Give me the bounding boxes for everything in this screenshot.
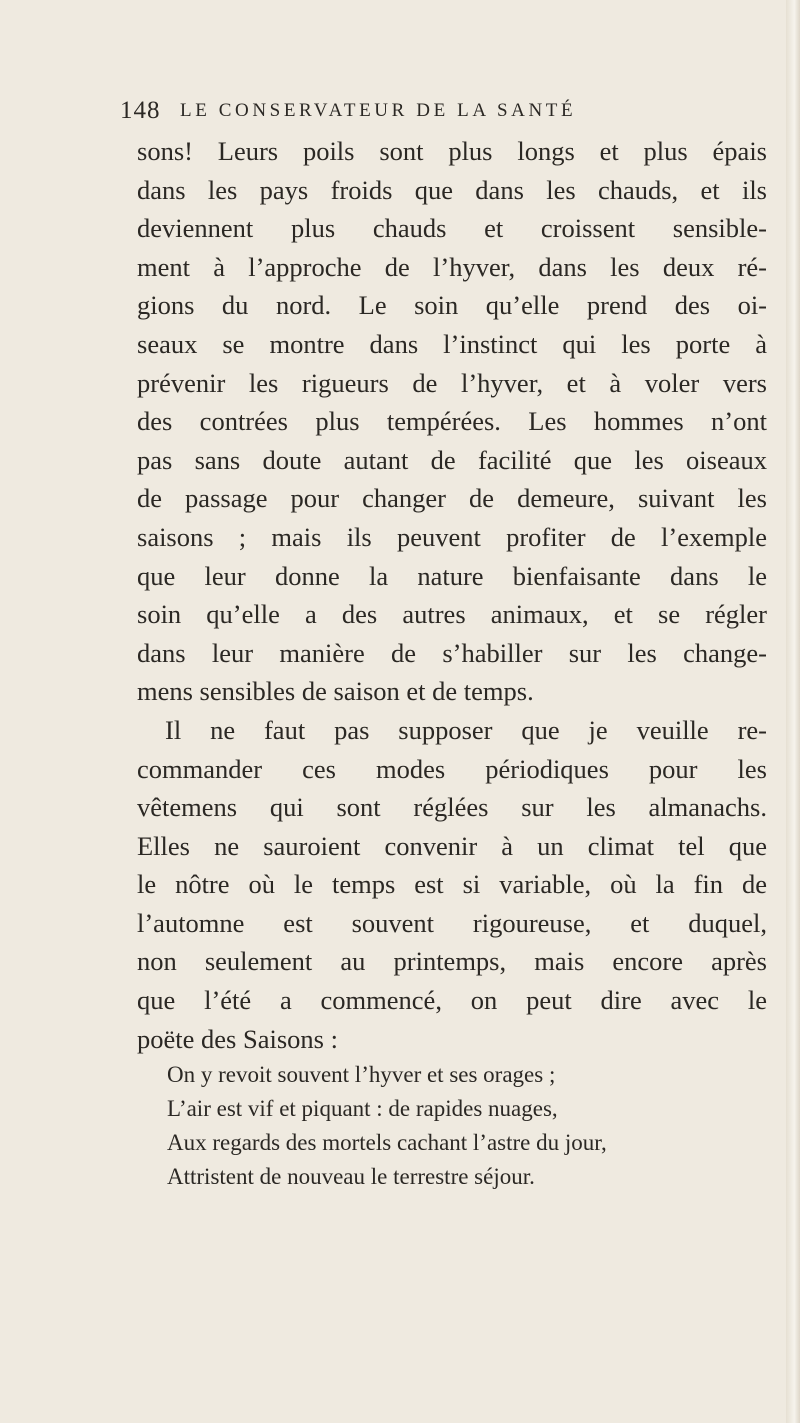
text-line: l’automne est souvent rigoureuse, et duquel,	[137, 907, 767, 938]
text-line: vêtemens qui sont réglées sur les almanachs.	[137, 792, 767, 823]
text-line: sons! Leurs poils sont plus longs et plus épais	[137, 136, 767, 166]
text-line: ment à l’approche de l’hyver, dans les deux ré-	[137, 251, 767, 282]
text-line: dans leur manière de s’habiller sur les change-	[137, 637, 767, 668]
text-line: commander ces modes périodiques pour les	[137, 753, 767, 784]
text-line: soin qu’elle a des autres animaux, et se régler	[137, 599, 767, 630]
text-line: des contrées plus tempérées. Les hommes n’ont	[137, 406, 767, 437]
text-line: saisons ; mais ils peuvent profiter de l’exemple	[137, 521, 767, 552]
verse-line: Attristent de nouveau le terrestre séjour.	[167, 1164, 535, 1189]
text-line: seaux se montre dans l’instinct qui les porte à	[137, 328, 767, 359]
running-head: LE CONSERVATEUR DE LA SANTÉ	[180, 100, 577, 121]
text-line: pas sans doute autant de facilité que les oiseaux	[137, 444, 767, 475]
text-line: mens sensibles de saison et de temps.	[137, 676, 534, 707]
text-line: de passage pour changer de demeure, suivant les	[137, 483, 767, 514]
verse-line: L’air est vif et piquant : de rapides nuages,	[167, 1096, 558, 1121]
text-line: Elles ne sauroient convenir à un climat tel que	[137, 830, 767, 861]
text-line: dans les pays froids que dans les chauds, et ils	[137, 174, 767, 205]
text-line: poëte des Saisons :	[137, 1023, 338, 1054]
verse-line: On y revoit souvent l’hyver et ses orages ;	[167, 1062, 556, 1087]
text-line: que l’été a commencé, on peut dire avec le	[137, 985, 767, 1016]
verse-quotation	[167, 1058, 607, 1194]
text-line: le nôtre où le temps est si variable, où la fin de	[137, 869, 767, 900]
paragraph-first-line: Il ne faut pas supposer que je veuille re-	[165, 714, 767, 745]
text-line: deviennent plus chauds et croissent sensible-	[137, 213, 767, 244]
text-line: gions du nord. Le soin qu’elle prend des oi-	[137, 290, 767, 321]
body-text	[137, 132, 767, 1058]
page-number: 148	[120, 97, 161, 124]
text-line: que leur donne la nature bienfaisante dans le	[137, 560, 767, 591]
text-line: non seulement au printemps, mais encore après	[137, 946, 767, 977]
text-line: prévenir les rigueurs de l’hyver, et à voler vers	[137, 367, 767, 398]
page-edge	[786, 0, 800, 1423]
verse-line: Aux regards des mortels cachant l’astre du jour,	[167, 1130, 607, 1155]
page-header	[120, 97, 760, 127]
